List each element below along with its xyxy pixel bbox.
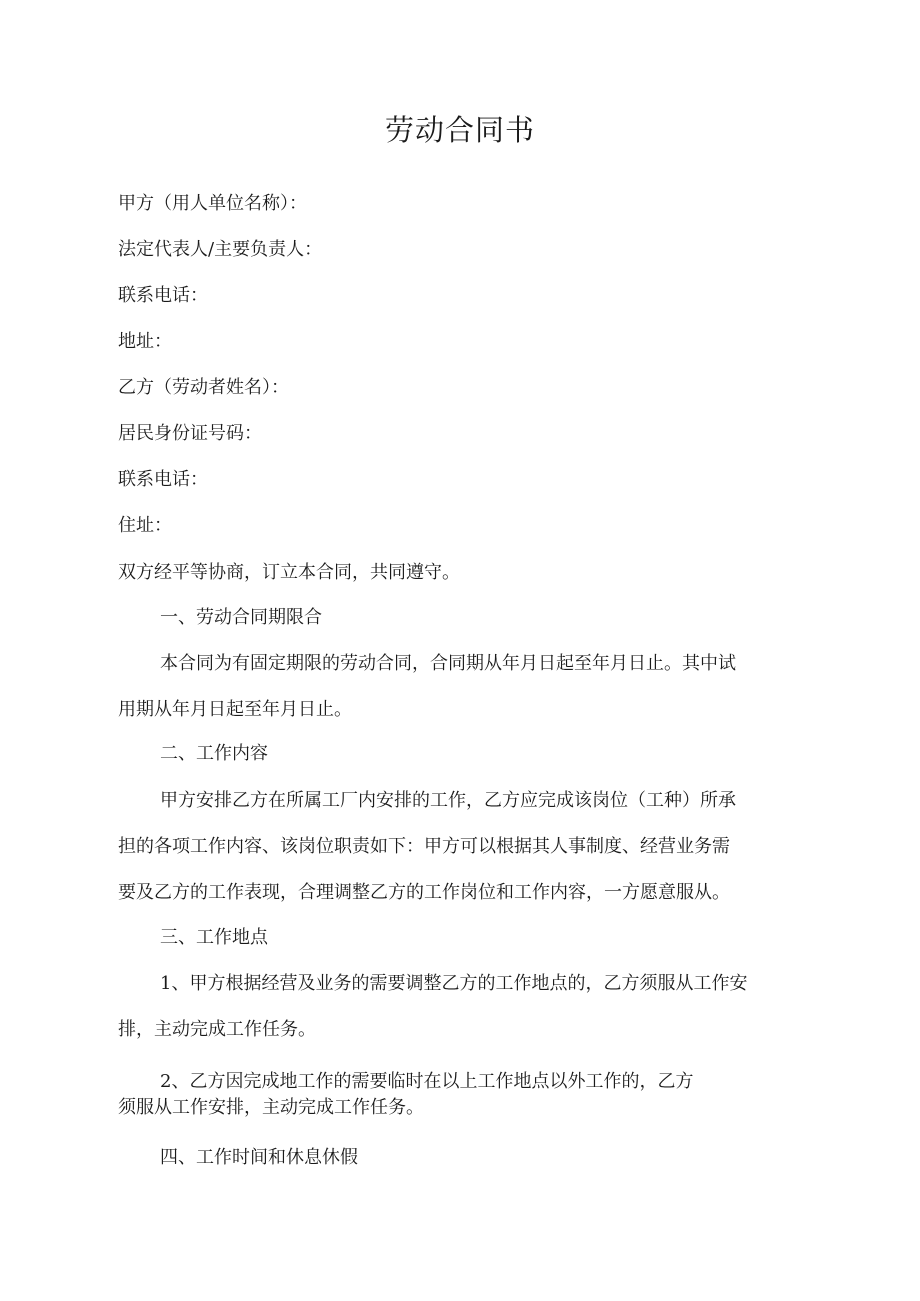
party-b-phone-label: 联系电话： bbox=[118, 469, 208, 490]
section-heading: 四、工作时间和休息休假 bbox=[160, 1147, 358, 1168]
section-paragraph bbox=[118, 641, 818, 733]
intro-text: 双方经平等协商，订立本合同，共同遵守。 bbox=[118, 562, 460, 583]
paragraph-line: 排，主动完成工作任务。 bbox=[118, 1019, 316, 1040]
party-b-id-label: 居民身份证号码： bbox=[118, 423, 262, 444]
party-a-phone-label: 联系电话： bbox=[118, 285, 208, 306]
section-heading: 一、劳动合同期限合 bbox=[160, 607, 322, 628]
paragraph-line: 本合同为有固定期限的劳动合同，合同期从年月日起至年月日止。其中试 bbox=[160, 653, 736, 674]
section-heading: 二、工作内容 bbox=[160, 743, 268, 764]
paragraph-line: 须服从工作安排，主动完成工作任务。 bbox=[118, 1097, 424, 1118]
party-b-address-label: 住址： bbox=[118, 515, 172, 536]
paragraph-line: 甲方安排乙方在所属工厂内安排的工作，乙方应完成该岗位（工种）所承 bbox=[160, 790, 736, 811]
paragraph-line: 担的各项工作内容、该岗位职责如下：甲方可以根据其人事制度、经营业务需 bbox=[118, 836, 730, 857]
paragraph-line: 2、乙方因完成地工作的需要临时在以上工作地点以外工作的，乙方 bbox=[160, 1071, 694, 1092]
document-title: 劳动合同书 bbox=[384, 113, 535, 147]
party-a-representative-label: 法定代表人/主要负责人： bbox=[118, 239, 323, 260]
paragraph-line: 用期从年月日起至年月日止。 bbox=[118, 699, 352, 720]
paragraph-line: 要及乙方的工作表现，合理调整乙方的工作岗位和工作内容，一方愿意服从。 bbox=[118, 882, 730, 903]
paragraph-line: 1、甲方根据经营及业务的需要调整乙方的工作地点的，乙方须服从工作安 bbox=[160, 973, 748, 994]
section-heading: 三、工作地点 bbox=[160, 927, 268, 948]
section-paragraph bbox=[118, 1069, 818, 1121]
party-a-address-label: 地址： bbox=[118, 331, 172, 352]
section-paragraph bbox=[118, 778, 818, 916]
party-a-name-label: 甲方（用人单位名称）： bbox=[118, 193, 307, 214]
party-b-name-label: 乙方（劳动者姓名）： bbox=[118, 377, 289, 398]
section-paragraph bbox=[118, 961, 818, 1053]
